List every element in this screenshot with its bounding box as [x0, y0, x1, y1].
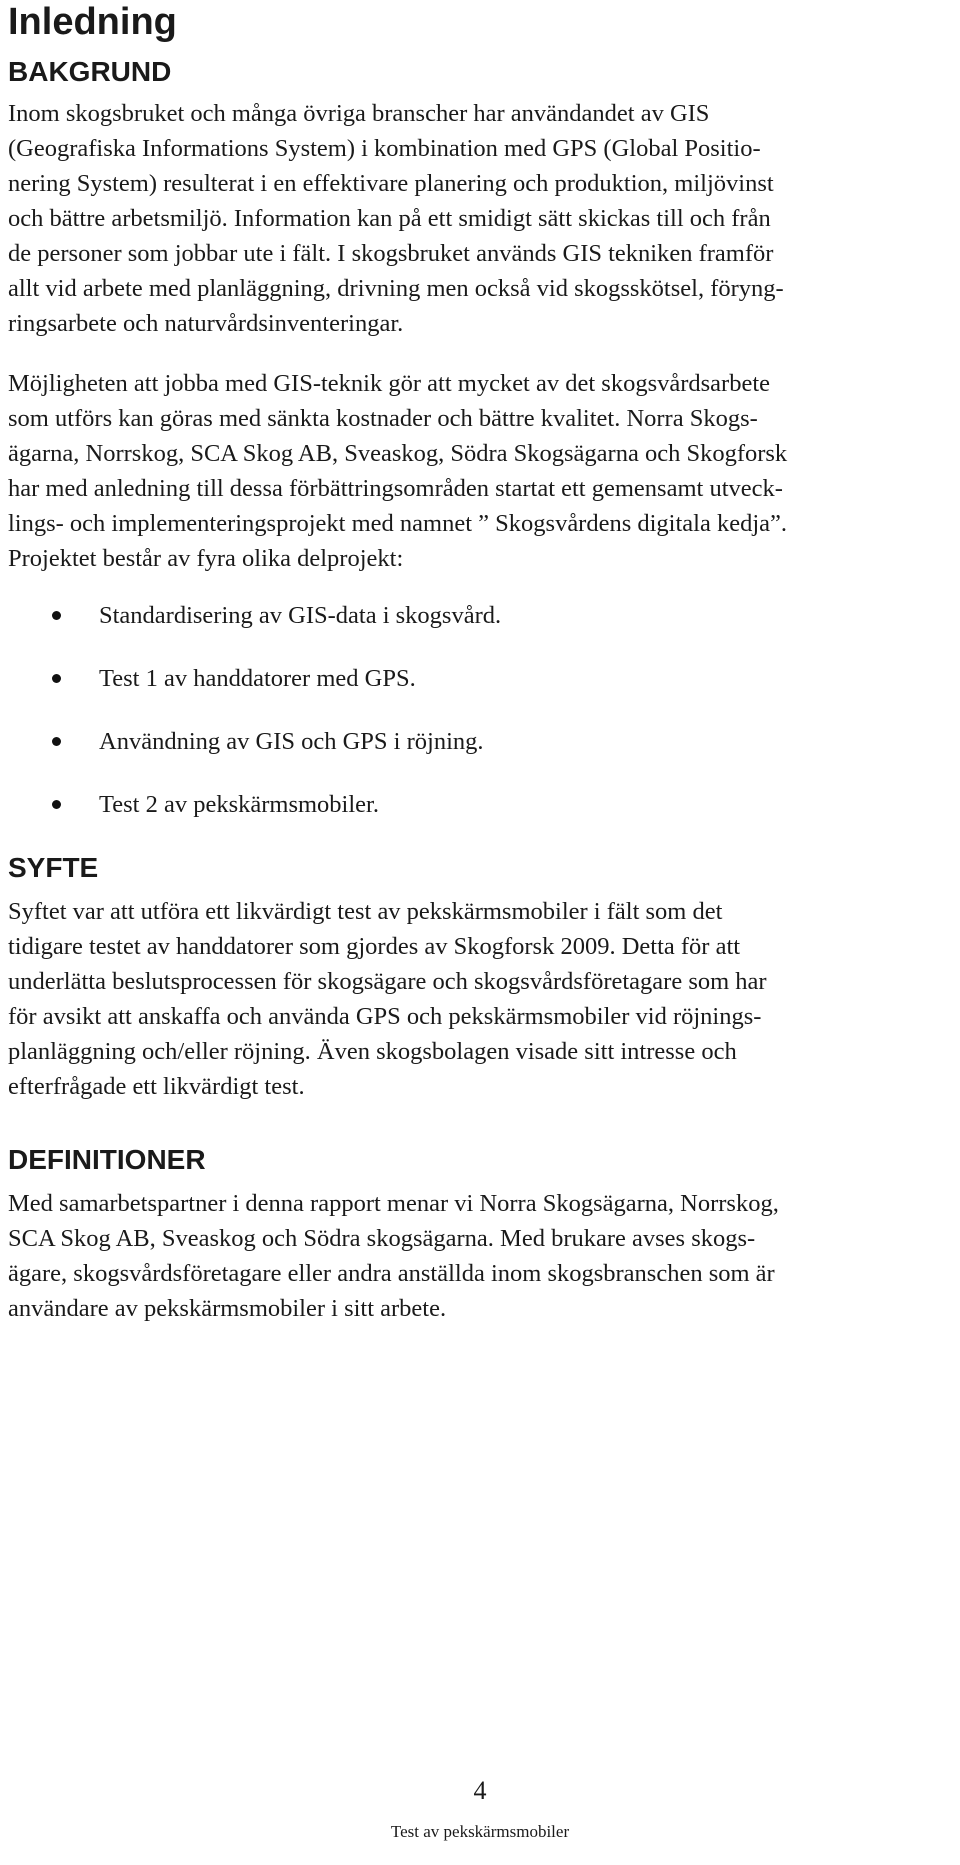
text-line: SCA Skog AB, Sveaskog och Södra skogsägarna. Med brukare avses skogs- [8, 1225, 756, 1252]
text-line: för avsikt att anskaffa och använda GPS och pekskärmsmobiler vid röjnings- [8, 1003, 762, 1030]
footer-document-title: Test av pekskärmsmobiler [390, 1822, 570, 1841]
list-item-text: Test 2 av pekskärmsmobiler. [99, 791, 379, 818]
section-heading-syfte: SYFTE [8, 852, 99, 883]
list-item [8, 787, 953, 850]
text-line: (Geografiska Informations System) i kombination med GPS (Global Positio- [8, 135, 761, 162]
page-number: 4 [473, 1776, 487, 1805]
text-line: Möjligheten att jobba med GIS-teknik gör att mycket av det skogsvårdsarbete [8, 370, 771, 397]
bullet-icon [52, 611, 61, 620]
text-line: ägarna, Norrskog, SCA Skog AB, Sveaskog, Södra Skogsägarna och Skogforsk [8, 440, 788, 467]
list-item-text: Användning av GIS och GPS i röjning. [99, 728, 484, 755]
bakgrund-paragraph-2 [8, 366, 953, 576]
subproject-list [8, 598, 953, 850]
text-line: tidigare testet av handdatorer som gjordes av Skogforsk 2009. Detta för att [8, 933, 741, 960]
text-line: efterfrågade ett likvärdigt test. [8, 1073, 305, 1100]
bakgrund-paragraph-1 [8, 96, 953, 341]
syfte-paragraph [8, 894, 953, 1104]
text-line: de personer som jobbar ute i fält. I skogsbruket används GIS tekniken framför [8, 240, 774, 267]
list-item-text: Test 1 av handdatorer med GPS. [99, 665, 416, 692]
text-line: allt vid arbete med planläggning, drivning men också vid skogsskötsel, föryng- [8, 275, 784, 302]
text-line: nering System) resulterat i en effektivare planering och produktion, miljövinst [8, 170, 774, 197]
list-item [8, 598, 953, 661]
list-item [8, 724, 953, 787]
document-page [8, 0, 953, 1326]
text-line: och bättre arbetsmiljö. Information kan på ett smidigt sätt skickas till och från [8, 205, 771, 232]
text-line: ringsarbete och naturvårdsinventeringar. [8, 310, 404, 337]
bullet-icon [52, 800, 61, 809]
text-line: användare av pekskärmsmobiler i sitt arbete. [8, 1295, 447, 1322]
text-line: planläggning och/eller röjning. Även skogsbolagen visade sitt intresse och [8, 1038, 737, 1065]
text-line: underlätta beslutsprocessen för skogsägare och skogsvårdsföretagare som har [8, 968, 767, 995]
text-line: Med samarbetspartner i denna rapport menar vi Norra Skogsägarna, Norrskog, [8, 1190, 779, 1217]
text-line: har med anledning till dessa förbättringsområden startat ett gemensamt utveck- [8, 475, 783, 502]
text-line: lings- och implementeringsprojekt med namnet ” Skogsvårdens digitala kedja”. [8, 510, 788, 537]
list-item-text: Standardisering av GIS-data i skogsvård. [99, 602, 502, 629]
text-line: Projektet består av fyra olika delprojekt: [8, 545, 404, 572]
list-item [8, 661, 953, 724]
text-line: Syftet var att utföra ett likvärdigt test av pekskärmsmobiler i fält som det [8, 898, 723, 925]
bullet-icon [52, 737, 61, 746]
text-line: som utförs kan göras med sänkta kostnader och bättre kvalitet. Norra Skogs- [8, 405, 758, 432]
page-title: Inledning [8, 1, 177, 43]
text-line: ägare, skogsvårdsföretagare eller andra anställda inom skogsbranschen som är [8, 1260, 775, 1287]
bullet-icon [52, 674, 61, 683]
definitioner-paragraph [8, 1186, 953, 1326]
text-line: Inom skogsbruket och många övriga branscher har användandet av GIS [8, 100, 710, 127]
section-heading-definitioner: DEFINITIONER [8, 1144, 206, 1175]
section-heading-bakgrund: BAKGRUND [8, 56, 172, 87]
